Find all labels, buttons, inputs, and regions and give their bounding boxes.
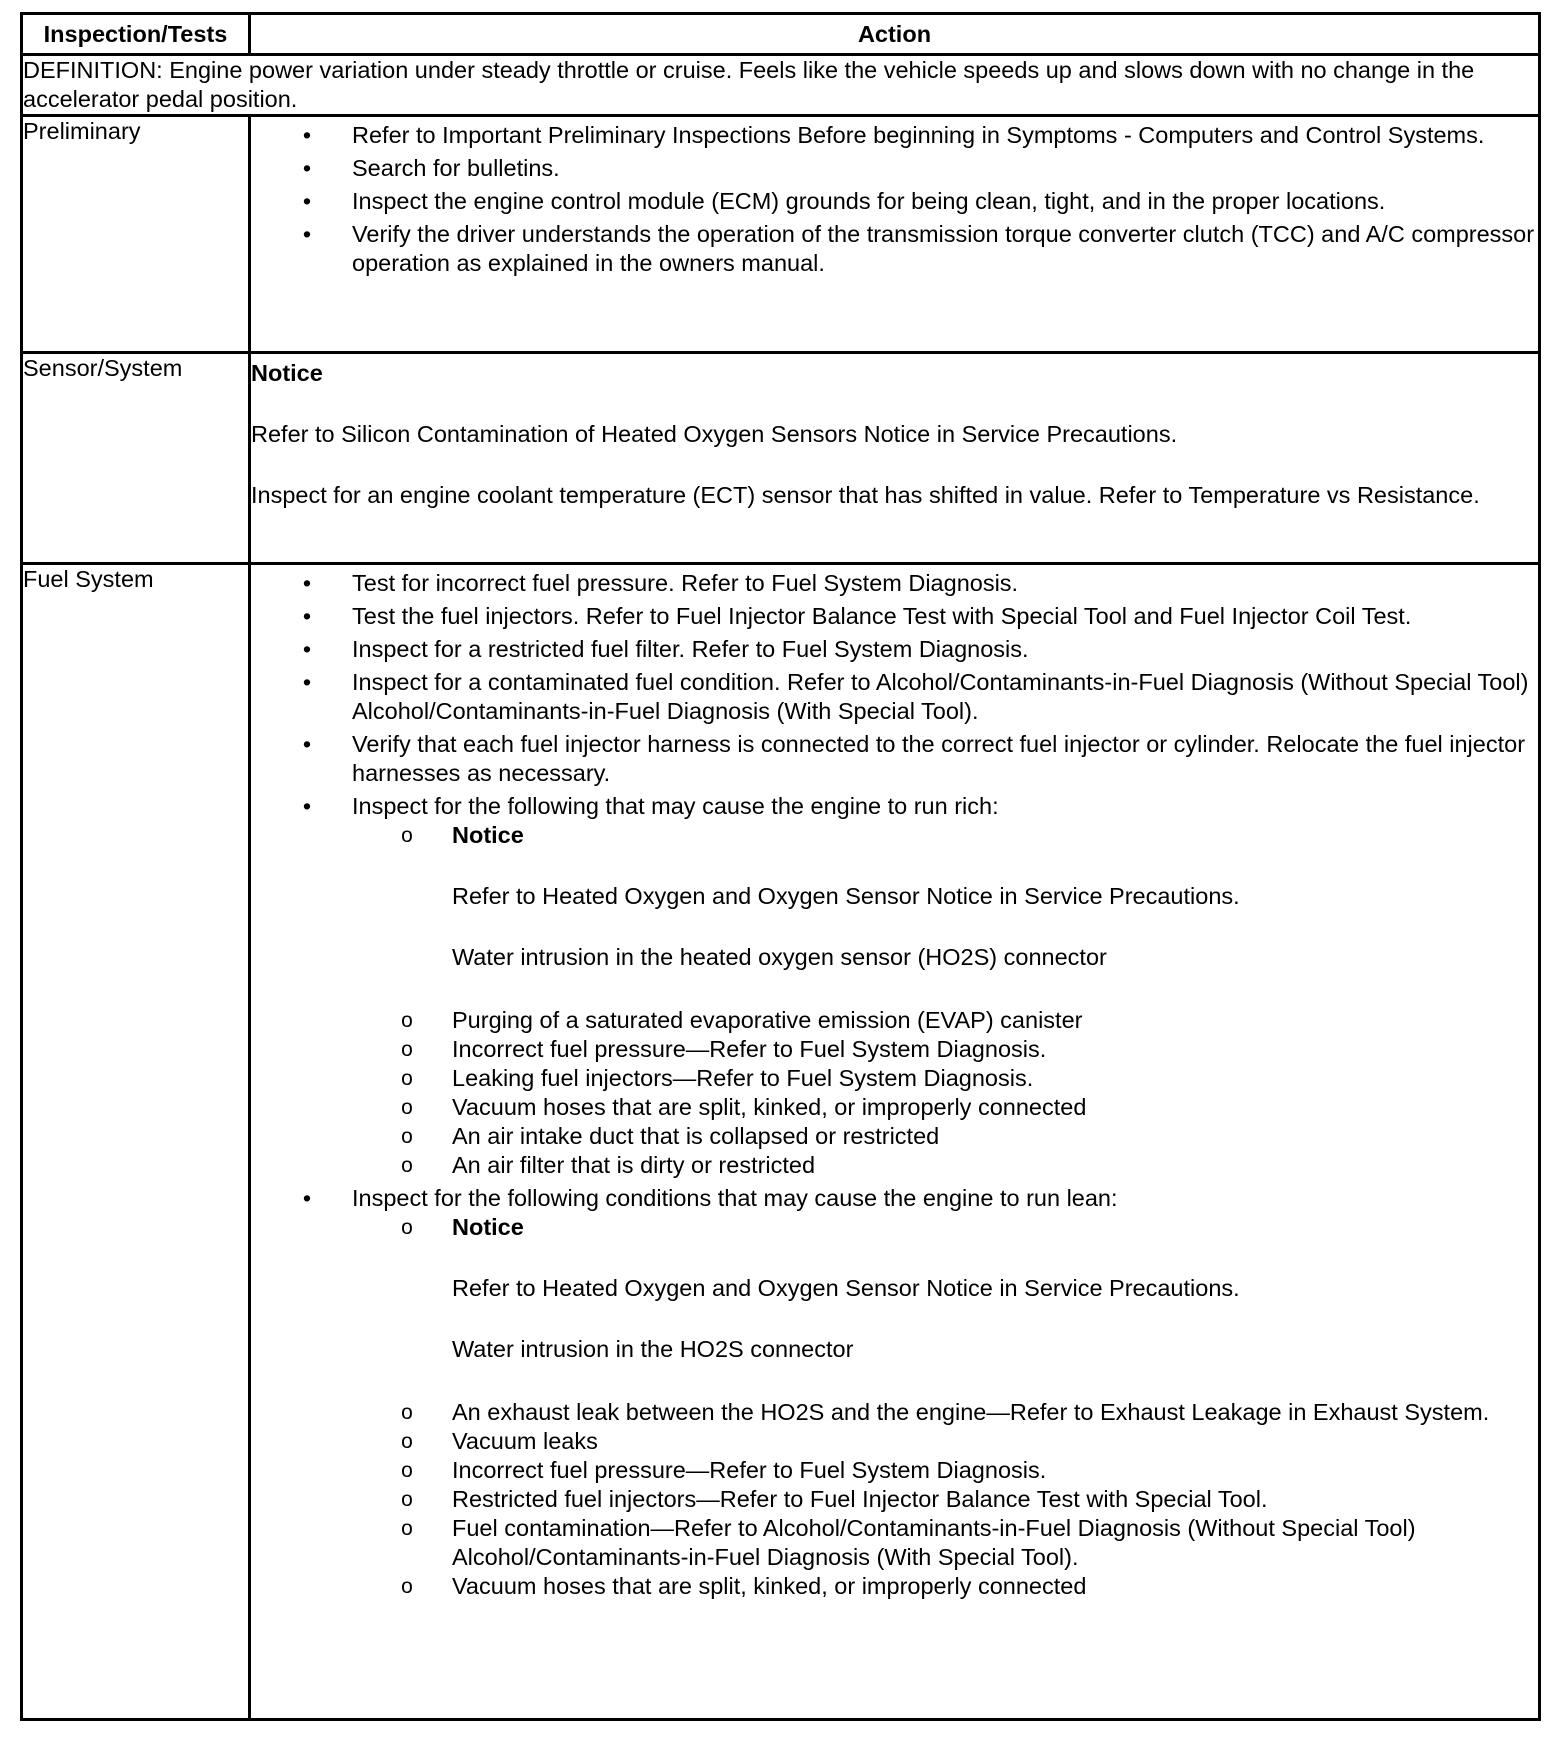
header-action: Action [250,14,1540,55]
sub-bullet-icon: o [401,1096,413,1119]
notice-title: Notice [452,822,524,848]
bullet-icon: • [302,155,312,181]
sub-list-item-notice [401,1213,1538,1398]
sub-bullet-icon: o [401,1125,413,1148]
rich-sub-list [352,821,1538,1180]
row-fuel-system [22,564,1540,1720]
sub-list-item: o Vacuum hoses that are split, kinked, or improperly connected [401,1573,1087,1599]
sub-bullet-icon: o [401,1216,413,1239]
notice-title: Notice [452,1214,524,1240]
sub-list-item: o An air intake duct that is collapsed or restricted [401,1123,940,1149]
bullet-icon: • [302,1185,312,1211]
sub-list-item: o Vacuum hoses that are split, kinked, or improperly connected [401,1094,1087,1120]
sub-bullet-icon: o [401,1575,413,1598]
row-preliminary [22,116,1540,353]
sub-list-item: o Fuel contamination—Refer to Alcohol/Contaminants-in-Fuel Diagnosis (Without Special Tool) Alcohol/Contaminants-in-Fuel Diagnosis (With Special Tool). [401,1515,1416,1570]
bullet-icon: • [302,221,312,247]
bullet-icon: • [302,731,312,757]
sub-list-item: o An exhaust leak between the HO2S and the engine—Refer to Exhaust Leakage in Exhaust System. [401,1399,1490,1425]
list-item: • Refer to Important Preliminary Inspections Before beginning in Symptoms - Computers and Control Systems. [352,121,1538,150]
diagnostic-table [20,12,1541,1721]
definition-text: DEFINITION: Engine power variation under steady throttle or cruise. Feels like the vehicle speeds up and slows down with no change in the accelerator pedal position. [22,55,1540,116]
list-item: • Verify the driver understands the operation of the transmission torque converter clutch (TCC) and A/C compressor operation as explained in the owners manual. [352,220,1538,278]
sub-bullet-icon: o [401,1517,413,1540]
sub-list-item: o An air filter that is dirty or restricted [401,1152,816,1178]
row-label-preliminary: Preliminary [22,116,250,353]
sub-bullet-icon: o [401,1459,413,1482]
list-item: • Inspect for a contaminated fuel condition. Refer to Alcohol/Contaminants-in-Fuel Diagnosis (Without Special Tool) Alcohol/Contaminants-in-Fuel Diagnosis (With Special Tool). [352,668,1538,726]
sub-list-item: o Leaking fuel injectors—Refer to Fuel System Diagnosis. [401,1065,1034,1091]
fuel-actions [250,564,1540,1720]
header-row [22,14,1540,55]
lean-sub-list [352,1213,1538,1601]
notice-text: Refer to Silicon Contamination of Heated Oxygen Sensors Notice in Service Precautions. [251,421,1178,447]
bullet-icon: • [302,793,312,819]
fuel-list [251,569,1538,1601]
list-item: • Search for bulletins. [352,154,1538,183]
sensor-inspect-text: Inspect for an engine coolant temperature (ECT) sensor that has shifted in value. Refer to Temperature vs Resistance. [251,482,1480,508]
notice-item: Water intrusion in the heated oxygen sensor (HO2S) connector [452,944,1107,970]
sub-bullet-icon: o [401,824,413,847]
definition-row [22,55,1540,116]
header-inspection-tests: Inspection/Tests [22,14,250,55]
sub-list-item: o Vacuum leaks [401,1428,598,1454]
sub-bullet-icon: o [401,1488,413,1511]
preliminary-list [251,121,1538,278]
sensor-actions [250,353,1540,564]
bullet-icon: • [302,188,312,214]
bullet-icon: • [302,603,312,629]
list-item: • Test the fuel injectors. Refer to Fuel Injector Balance Test with Special Tool and Fuel Injector Coil Test. [352,602,1538,631]
row-label-fuel-system: Fuel System [22,564,250,1720]
sub-list-item: o Restricted fuel injectors—Refer to Fuel Injector Balance Test with Special Tool. [401,1486,1268,1512]
sub-bullet-icon: o [401,1154,413,1177]
notice-text: Refer to Heated Oxygen and Oxygen Sensor Notice in Service Precautions. [452,1275,1240,1301]
list-item: • Inspect the engine control module (ECM) grounds for being clean, tight, and in the proper locations. [352,187,1538,216]
bullet-icon: • [302,636,312,662]
notice-title: Notice [251,360,323,386]
preliminary-actions [250,116,1540,353]
bullet-icon: • [302,669,312,695]
row-sensor-system [22,353,1540,564]
sub-list-item: o Incorrect fuel pressure—Refer to Fuel System Diagnosis. [401,1036,1047,1062]
sub-bullet-icon: o [401,1401,413,1424]
sub-list-item-notice [401,821,1538,1006]
sub-list-item: o Incorrect fuel pressure—Refer to Fuel System Diagnosis. [401,1457,1047,1483]
notice-item: Water intrusion in the HO2S connector [452,1336,854,1362]
list-item-rich: • Inspect for the following that may cause the engine to run rich: o Notice Refer to Heated Oxygen and Oxygen Sensor Notice in Service Precautions. Water intrusion in the heated oxygen sensor (HO2S) connector o Purging of a saturated evaporative emission (EVAP) canister o Incorrect fuel pressure—Refer to Fuel System Diagnosis. o Leaking fuel injectors—Refer to Fuel System Diagnosis. o Vacuum hoses that are split, kinked, or improperly connected o An air intake duct that is collapsed or restricted o An air filter that is dirty or restricted [352,792,1538,1180]
sub-bullet-icon: o [401,1430,413,1453]
list-item: • Verify that each fuel injector harness is connected to the correct fuel injector or cylinder. Relocate the fuel injector harnesses as necessary. [352,730,1538,788]
list-item: • Inspect for a restricted fuel filter. Refer to Fuel System Diagnosis. [352,635,1538,664]
notice-text: Refer to Heated Oxygen and Oxygen Sensor Notice in Service Precautions. [452,883,1240,909]
list-item-lean: • Inspect for the following conditions that may cause the engine to run lean: o Notice Refer to Heated Oxygen and Oxygen Sensor Notice in Service Precautions. Water intrusion in the HO2S connector o An exhaust leak between the HO2S and the engine—Refer to Exhaust Leakage in Exhaust System. o Vacuum leaks o Incorrect fuel pressure—Refer to Fuel System Diagnosis. o Restricted fuel injectors—Refer to Fuel Injector Balance Test with Special Tool. o Fuel contamination—Refer to Alcohol/Contaminants-in-Fuel Diagnosis (Without Special Tool) Alcohol/Contaminants-in-Fuel Diagnosis (With Special Tool). o Vacuum hoses that are split, kinked, or improperly connected [352,1184,1538,1601]
sub-bullet-icon: o [401,1067,413,1090]
bullet-icon: • [302,122,312,148]
list-item: • Test for incorrect fuel pressure. Refer to Fuel System Diagnosis. [352,569,1538,598]
row-label-sensor-system: Sensor/System [22,353,250,564]
bullet-icon: • [302,570,312,596]
sub-bullet-icon: o [401,1009,413,1032]
sub-bullet-icon: o [401,1038,413,1061]
sub-list-item: o Purging of a saturated evaporative emission (EVAP) canister [401,1007,1083,1033]
